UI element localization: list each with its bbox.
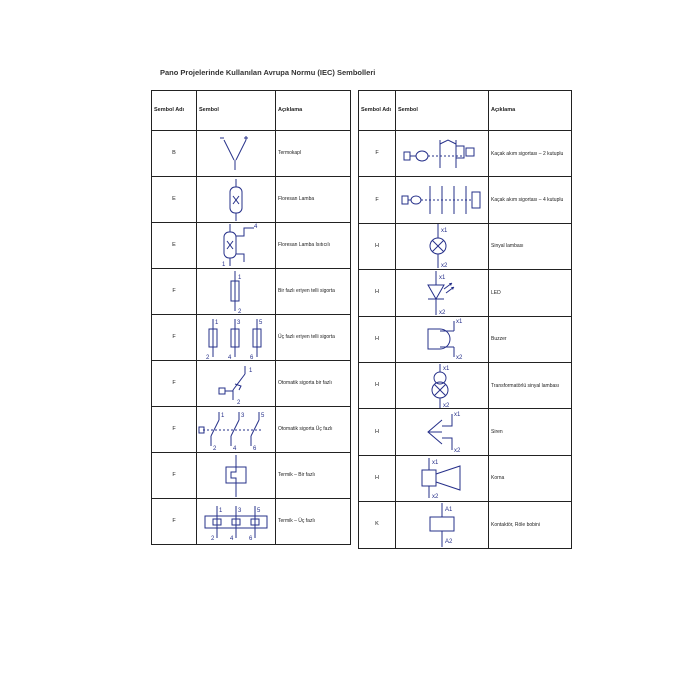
thermocouple-symbol-icon [214,134,258,174]
terminal-label: 2 [238,308,242,315]
three-phase-thermal-relay-symbol-icon [203,502,269,542]
terminal-label: 1 [221,412,225,419]
table-row [359,270,572,316]
terminal-label: 6 [249,535,253,542]
symbol-code: F [152,407,197,453]
table-row [152,131,351,177]
single-phase-fuse-symbol-icon [224,271,248,313]
symbol-description: Siren [489,409,572,455]
terminal-label: x2 [441,263,448,270]
symbol-code: H [359,455,396,501]
symbol-code: H [359,409,396,455]
terminal-label: 5 [257,507,261,514]
symbol-description: Sinyal lambası [489,223,572,269]
terminal-label: 1 [222,261,226,268]
transformer-signal-lamp-symbol-icon [422,364,462,408]
led-symbol-icon [422,271,462,315]
symbol-description: Kaçak akım sigortası – 2 kutuplu [489,131,572,177]
table-header-row [359,91,572,131]
table-row [152,269,351,315]
terminal-label: x2 [432,494,439,501]
table-row [152,177,351,223]
table-row [359,502,572,548]
terminal-label: A1 [445,506,453,513]
table-row [152,453,351,499]
terminal-label: 3 [238,507,242,514]
terminal-label: 5 [261,412,265,419]
horn-symbol-icon [416,456,468,500]
header-aciklama: Açıklama [489,91,572,131]
symbol-code: F [152,269,197,315]
terminal-label: 4 [228,354,232,361]
terminal-label: A2 [445,538,453,545]
terminal-label: 4 [254,223,258,230]
symbol-code: F [359,177,396,223]
symbol-code: H [359,270,396,316]
table-row [152,315,351,361]
terminal-label: 6 [253,445,257,452]
symbol-code: E [152,223,197,269]
symbol-description: Floresan Lamba [276,177,351,223]
symbol-description: Üç fazlı eriyen telli sigorta [276,315,351,361]
terminal-label: x1 [456,319,463,326]
contactor-coil-symbol-icon [418,503,466,547]
symbol-description: Termik – Bir fazlı [276,453,351,499]
rcd-2-pole-symbol-icon [402,136,482,172]
header-sembol-adi: Sembol Adı [359,91,396,131]
terminal-label: 3 [237,319,241,326]
table-row [359,362,572,408]
buzzer-symbol-icon [420,317,464,361]
terminal-label: 3 [241,412,245,419]
signal-lamp-symbol-icon [424,224,460,268]
terminal-label: 4 [230,535,234,542]
terminal-label: 2 [237,399,241,406]
symbol-code: F [152,453,197,499]
table-row [359,223,572,269]
table-row [152,407,351,453]
symbol-code: F [359,131,396,177]
symbol-description: Termik – Üç fazlı [276,499,351,545]
three-phase-breaker-symbol-icon [199,410,273,450]
terminal-label: 1 [219,507,223,514]
symbol-code: H [359,223,396,269]
symbol-description: LED [489,270,572,316]
symbol-code: H [359,316,396,362]
terminal-label: 2 [213,445,217,452]
terminal-label: 4 [233,445,237,452]
terminal-label: 2 [206,354,210,361]
terminal-label: x2 [454,448,461,455]
terminal-label: 2 [211,535,215,542]
header-aciklama: Açıklama [276,91,351,131]
header-sembol: Sembol [197,91,276,131]
header-sembol-adi: Sembol Adı [152,91,197,131]
symbol-description: Kontaktör, Röle bobini [489,502,572,548]
symbol-description: Otomatik sigorta Üç fazlı [276,407,351,453]
table-row [359,131,572,177]
table-row [359,409,572,455]
symbol-code: F [152,361,197,407]
terminal-label: 1 [249,367,253,374]
table-row [359,455,572,501]
symbol-code: E [152,177,197,223]
terminal-label: x1 [439,274,446,281]
terminal-label: 6 [250,354,254,361]
symbol-description: Kaçak akım sigortası – 4 kutuplu [489,177,572,223]
symbol-description: Floresan Lamba Isıtıcılı [276,223,351,269]
symbol-description: Buzzer [489,316,572,362]
symbol-code: B [152,131,197,177]
table-row [359,316,572,362]
rcd-4-pole-symbol-icon [400,182,484,218]
terminal-label: x2 [443,402,450,409]
symbol-description: Termokapl [276,131,351,177]
symbol-code: K [359,502,396,548]
symbol-code: F [152,315,197,361]
symbol-description: Bir fazlı eriyen telli sigorta [276,269,351,315]
symbol-description: Otomatik sigorta bir fazlı [276,361,351,407]
table-row [152,499,351,545]
terminal-label: x1 [454,412,461,419]
symbol-description: Transformatörlü sinyal lambası [489,362,572,408]
terminal-label: 1 [238,274,242,281]
table-header-row [152,91,351,131]
single-phase-breaker-symbol-icon [211,364,261,404]
symbol-table-right [358,90,572,549]
terminal-label: x2 [439,309,446,316]
symbol-code: H [359,362,396,408]
symbol-description: Korna [489,455,572,501]
terminal-label: x2 [456,355,463,362]
table-row [359,177,572,223]
single-phase-thermal-relay-symbol-icon [221,455,251,497]
terminal-label: x1 [443,365,450,372]
terminal-label: x1 [441,228,448,235]
symbol-table-left [151,90,351,545]
symbol-code: F [152,499,197,545]
three-phase-fuse-symbol-icon [204,317,268,359]
table-row [152,361,351,407]
terminal-label: x1 [432,460,439,467]
terminal-label: 5 [259,319,263,326]
fluorescent-lamp-symbol-icon [221,179,251,221]
fluorescent-lamp-heater-symbol-icon [210,224,262,268]
table-row [152,223,351,269]
header-sembol: Sembol [396,91,489,131]
terminal-label: 1 [215,319,219,326]
siren-symbol-icon [418,410,466,454]
page-title: Pano Projelerinde Kullanılan Avrupa Normu (IEC) Sembolleri [160,68,376,77]
